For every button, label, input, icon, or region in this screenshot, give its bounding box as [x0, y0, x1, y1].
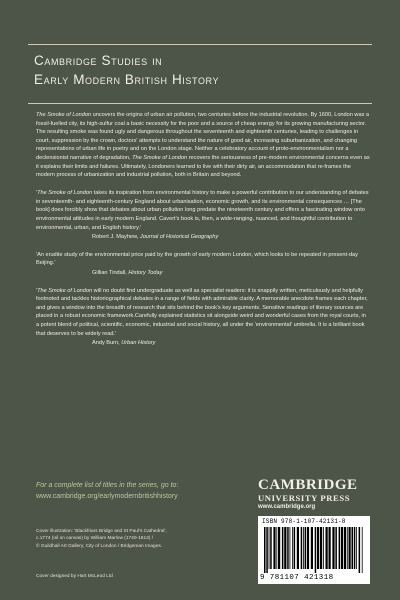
cover-designer: Cover designed by Hart McLeod Ltd: [36, 574, 113, 579]
quote-book-title: The Smoke of London: [37, 287, 93, 294]
series-link-block: [36, 480, 178, 502]
series-line1-text: Cambridge Studies: [34, 53, 148, 68]
publisher-url[interactable]: www.cambridge.org: [258, 504, 316, 510]
review-quote-1: [36, 189, 370, 232]
review-source: History Today: [128, 269, 163, 276]
back-cover-text: [36, 111, 370, 347]
review-quote-3: [36, 287, 370, 339]
isbn-label: ISBN 978-1-107-42131-8: [262, 518, 346, 525]
review-attribution-1: [36, 233, 370, 242]
quote-text: will no doubt find undergraduate as well as specialist readers: it is snappily written, meticulously and helpfully footnoted and tackles historiographical debates in a range of fields with admirable clarity. A memorable anecdote frames each chapter, and gives a window into the breadth of research that sits behind the book's key arguments. Sensitive readings of literary sources are placed in a robust economic framework.Carefully explained statistics sit alongside weird and wonderful cases from the royal courts, in a potent blend of political, scientific, economic, industrial and social history, all under the 'environmental' umbrella. It is a brilliant book that deserves to be widely read.': [36, 287, 368, 337]
book-title-italic: The Smoke of London: [36, 112, 92, 118]
review-quote-2: [36, 251, 370, 268]
quote-book-title: The Smoke of London: [37, 190, 93, 197]
publisher-subtitle: UNIVERSITY PRESS: [258, 493, 351, 503]
quote-lead: ': [36, 190, 38, 197]
isbn-barcode-panel: [258, 516, 370, 584]
barcode-digits: 9 781107 421318: [260, 574, 334, 582]
credit-line-3: © Guildhall Art Gallery, City of London / Bridgeman Images.: [36, 543, 163, 549]
reviewer-name: Gillian Tindall,: [92, 269, 129, 276]
series-title-line2: Early Modern British History: [34, 72, 220, 87]
barcode-icon: [262, 527, 366, 573]
credit-line-2: c.1774 (oil on canvas) by William Marlow (1740-1813) /: [36, 536, 154, 542]
book-description: [36, 111, 370, 180]
review-attribution-2: [36, 269, 370, 278]
series-link-url[interactable]: www.cambridge.org/earlymodernbritishhistory: [36, 493, 178, 500]
quote-lead: ': [36, 287, 38, 294]
publisher-logo: [258, 478, 368, 512]
description-text1: uncovers the origins of urban air pollution, two centuries before the industrial revolution. By 1600, London was a fossil-fuelled city, its high-sulfur coal a basic necessity for the poor and a source of cheap energy for its growing manufacturing sector. The resulting smoke was found ugly and dangerous throughout the seventeenth and eighteenth centuries, leading to challenges in court, suppression by the crown, doctors' attempts to understand the nature of good air, increasing suburbanization, and changing representations of urban life in poetry and on the London stage. Neither a celebratory account of proto-environmentalism nor a declensionist narrative of degradation,: [36, 112, 370, 161]
series-link-intro: For a complete list of titles in the series, go to:: [36, 482, 179, 489]
book-title-italic-2: The Smoke of London: [132, 154, 188, 161]
reviewer-name: Robert J. Mayhew,: [92, 233, 140, 240]
series-title-line1: [34, 53, 162, 68]
review-source: Journal of Historical Geography: [139, 233, 219, 240]
description-text2: recovers the seriousness of pre-modern environmental concerns even as it explains their limits and failures. Ultimately, Londoners learned to live with their dirty air, an accommodation that re-frames the modern process of urbanization and industrial pollution, both in Britain and beyond.: [36, 154, 370, 179]
review-attribution-3: [36, 339, 370, 348]
review-source: Urban History: [121, 339, 156, 346]
quote-text: 'An erudite study of the environmental price paid by the growth of early modern London, which looks to be repeated in present-day Beijing.': [36, 251, 358, 267]
series-line1-prefix: in: [152, 53, 163, 68]
credit-line-1: Cover illustration: 'Blackfriars Bridge and St Paul's Cathedral',: [36, 529, 167, 534]
cover-credits: [36, 528, 226, 550]
reviewer-name: Andy Burn,: [92, 339, 122, 346]
publisher-name: CAMBRIDGE: [258, 477, 358, 493]
quote-text: takes its inspiration from environmental history to make a powerful contribution to our understanding of debates in seventeenth- and eighteenth-century England about urbanisation, economic growth, and its environmental consequences … [The book] does forcibly show that debates about urban pollution long predate the nineteenth century and offers a fascinating window onto environmental attitudes in early modern England. Cavert's book is, then, a wide-ranging, nuanced, and thoughtful contribution to environmental, urban, and English history.': [36, 190, 369, 231]
series-header: [28, 44, 372, 104]
